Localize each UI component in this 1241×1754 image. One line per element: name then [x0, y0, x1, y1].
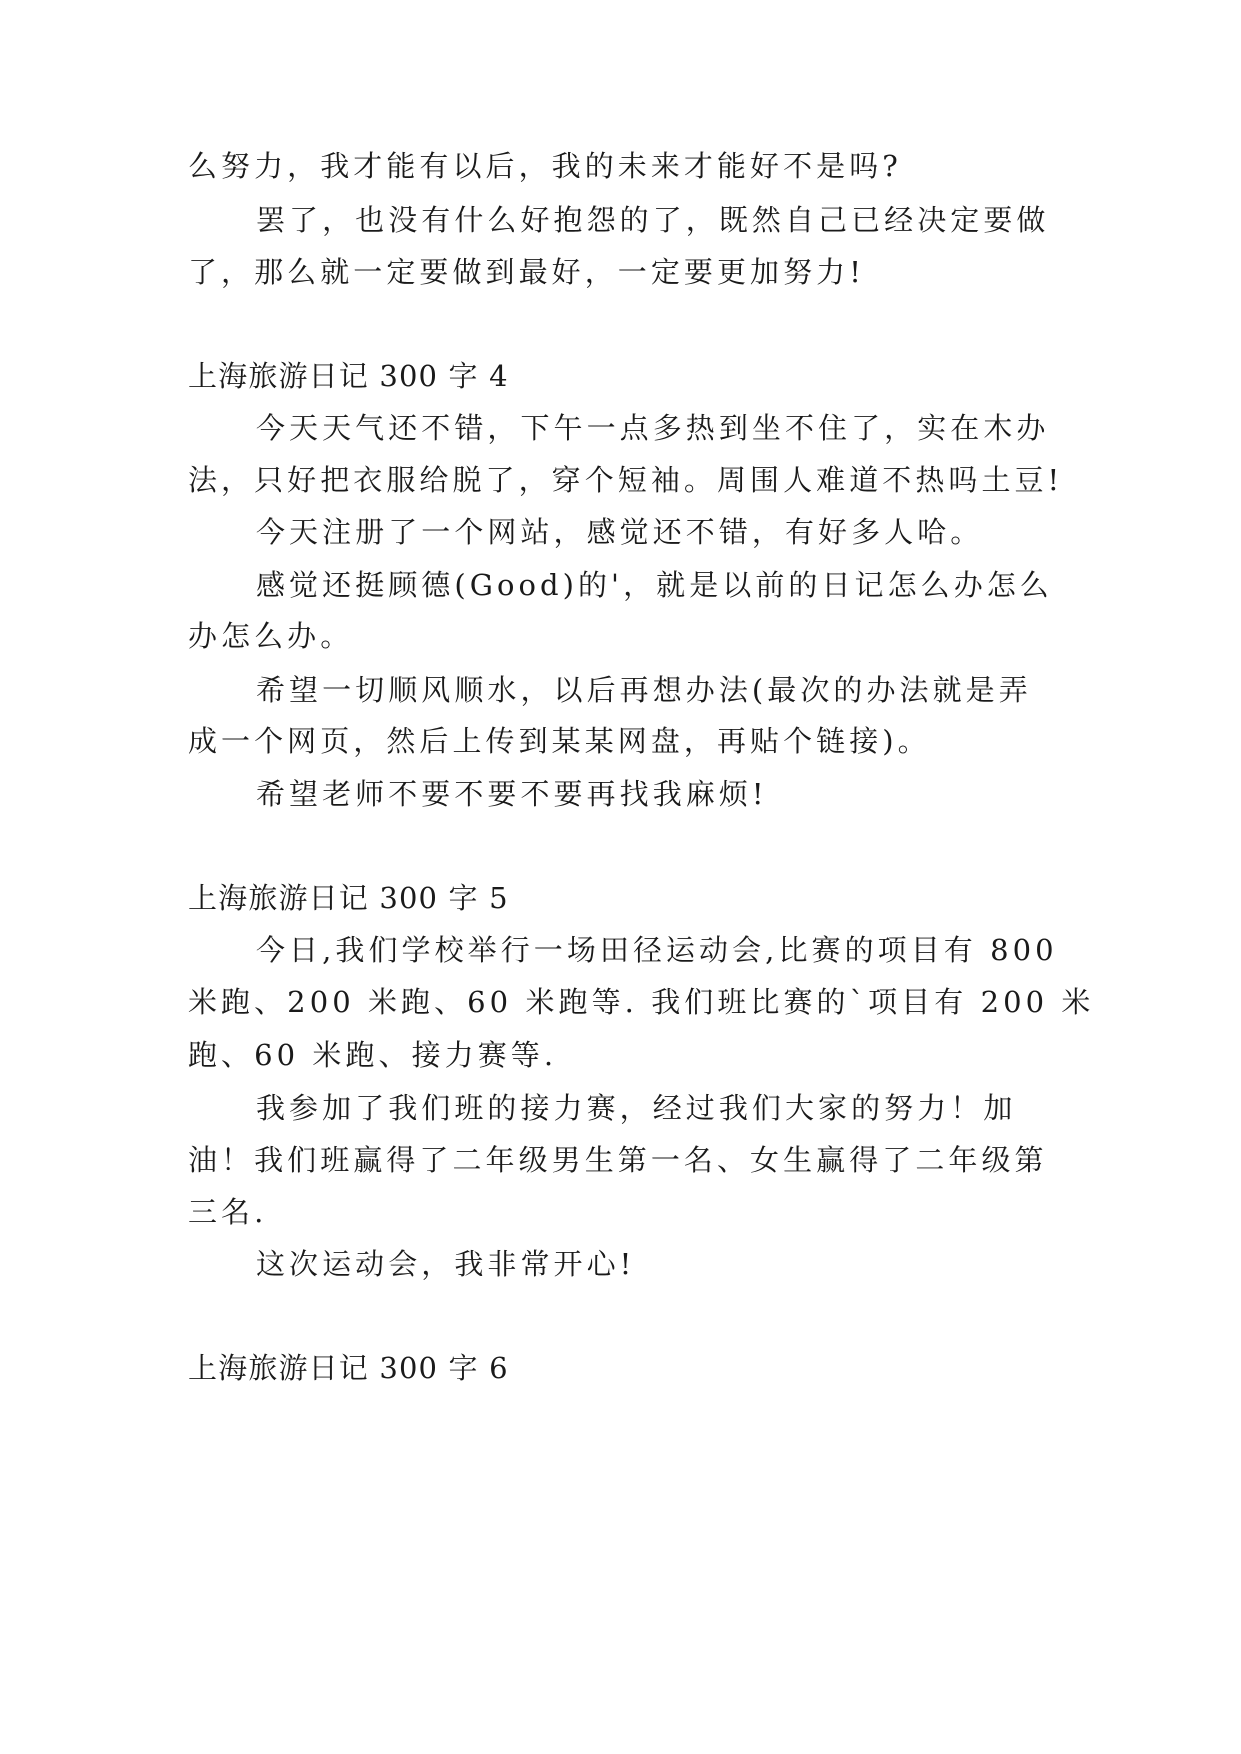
section-heading: 上海旅游日记 300 字 5 [188, 881, 509, 915]
text-line: 办怎么办。 [188, 619, 354, 653]
text-line: 这次运动会，我非常开心! [256, 1247, 636, 1281]
text-line: 今天注册了一个网站，感觉还不错，有好多人哈。 [256, 515, 984, 549]
text-line: 法，只好把衣服给脱了，穿个短袖。周围人难道不热吗土豆! [188, 463, 1064, 497]
text-line: 希望老师不要不要不要再找我麻烦! [256, 777, 768, 811]
text-line: 了，那么就一定要做到最好，一定要更加努力! [188, 255, 865, 289]
text-line: 么努力，我才能有以后，我的未来才能好不是吗? [188, 149, 902, 183]
text-line: 油！我们班赢得了二年级男生第一名、女生赢得了二年级第 [188, 1143, 1048, 1177]
text-line: 今天天气还不错，下午一点多热到坐不住了，实在木办 [256, 411, 1050, 445]
text-line: 跑、60 米跑、接力赛等. [188, 1038, 558, 1072]
text-line: 成一个网页，然后上传到某某网盘，再贴个链接)。 [188, 724, 931, 758]
text-line: 三名. [188, 1195, 268, 1229]
text-line: 我参加了我们班的接力赛，经过我们大家的努力！加 [256, 1091, 1017, 1125]
text-line: 今日,我们学校举行一场田径运动会,比赛的项目有 800 [256, 933, 1058, 967]
section-heading: 上海旅游日记 300 字 4 [188, 359, 509, 393]
text-line: 罢了，也没有什么好抱怨的了，既然自己已经决定要做 [256, 203, 1050, 237]
section-heading: 上海旅游日记 300 字 6 [188, 1351, 509, 1385]
text-line: 米跑、200 米跑、60 米跑等. 我们班比赛的`项目有 200 米 [188, 985, 1095, 1019]
text-line: 感觉还挺顾德(Good)的'，就是以前的日记怎么办怎么 [256, 568, 1053, 602]
text-line: 希望一切顺风顺水，以后再想办法(最次的办法就是弄 [256, 673, 1032, 707]
